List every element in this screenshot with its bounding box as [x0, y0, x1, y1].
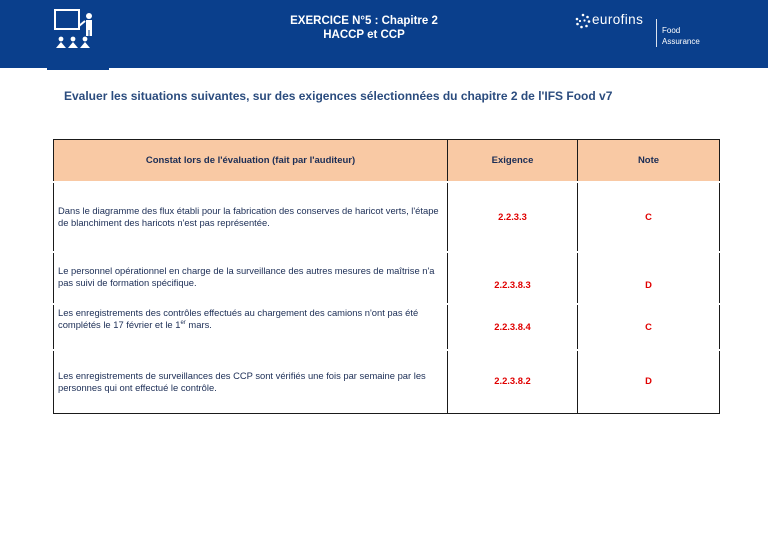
constat-cell: Le personnel opérationnel en charge de la surveillance des autres mesures de maîtrise n'a pas suivi de formation spécifique. [54, 252, 448, 304]
exercise-title-line2: HACCP et CCP [323, 29, 405, 41]
constat-cell: Dans le diagramme des flux établi pour la fabrication des conserves de haricot verts, l'étape de blanchiment des haricots n'est pas représentée. [54, 182, 448, 252]
eurofins-logo-text: eurofins [592, 12, 644, 27]
table-row [54, 182, 720, 252]
note-cell: D [578, 252, 720, 304]
constat-cell: Les enregistrements de surveillances des CCP sont vérifiés une fois par semaine par les personnes qui ont effectué le contrôle. [54, 350, 448, 414]
constat-text-end: mars. [185, 318, 212, 330]
exercise-title-line1: EXERCICE N°5 : Chapitre 2 [290, 15, 438, 27]
exigence-cell: 2.2.3.8.2 [448, 350, 578, 414]
table-row [54, 304, 720, 350]
column-header-note: Note [578, 140, 720, 182]
evaluation-table [53, 139, 720, 414]
constat-text: Les enregistrements des contrôles effectués au chargement des camions n'ont pas été complétés le 17 février et le 1 [58, 306, 419, 330]
table-row [54, 350, 720, 414]
column-header-exigence: Exigence [448, 140, 578, 182]
constat-cell [54, 304, 448, 350]
instruction-text: Evaluer les situations suivantes, sur des exigences sélectionnées du chapitre 2 de l'IFS Food v7 [64, 89, 613, 103]
header-banner [0, 0, 768, 68]
note-cell: C [578, 182, 720, 252]
table-row [54, 252, 720, 304]
exigence-cell: 2.2.3.3 [448, 182, 578, 252]
logo-subtitle-line1: Food [662, 26, 681, 35]
teacher-classroom-icon [52, 8, 100, 50]
exigence-cell: 2.2.3.8.4 [448, 304, 578, 350]
logo-subtitle-line2: Assurance [662, 37, 700, 46]
logo-divider [656, 19, 657, 47]
exercise-title [250, 14, 478, 42]
column-header-constat: Constat lors de l'évaluation (fait par l'auditeur) [54, 140, 448, 182]
header-accent-bar [47, 68, 109, 70]
table-header-row [54, 140, 720, 182]
exigence-cell: 2.2.3.8.3 [448, 252, 578, 304]
ordinal-superscript: er [180, 319, 186, 326]
logo-subtitle [662, 25, 700, 47]
note-cell: D [578, 350, 720, 414]
eurofins-dots-logo [575, 13, 591, 29]
note-cell: C [578, 304, 720, 350]
